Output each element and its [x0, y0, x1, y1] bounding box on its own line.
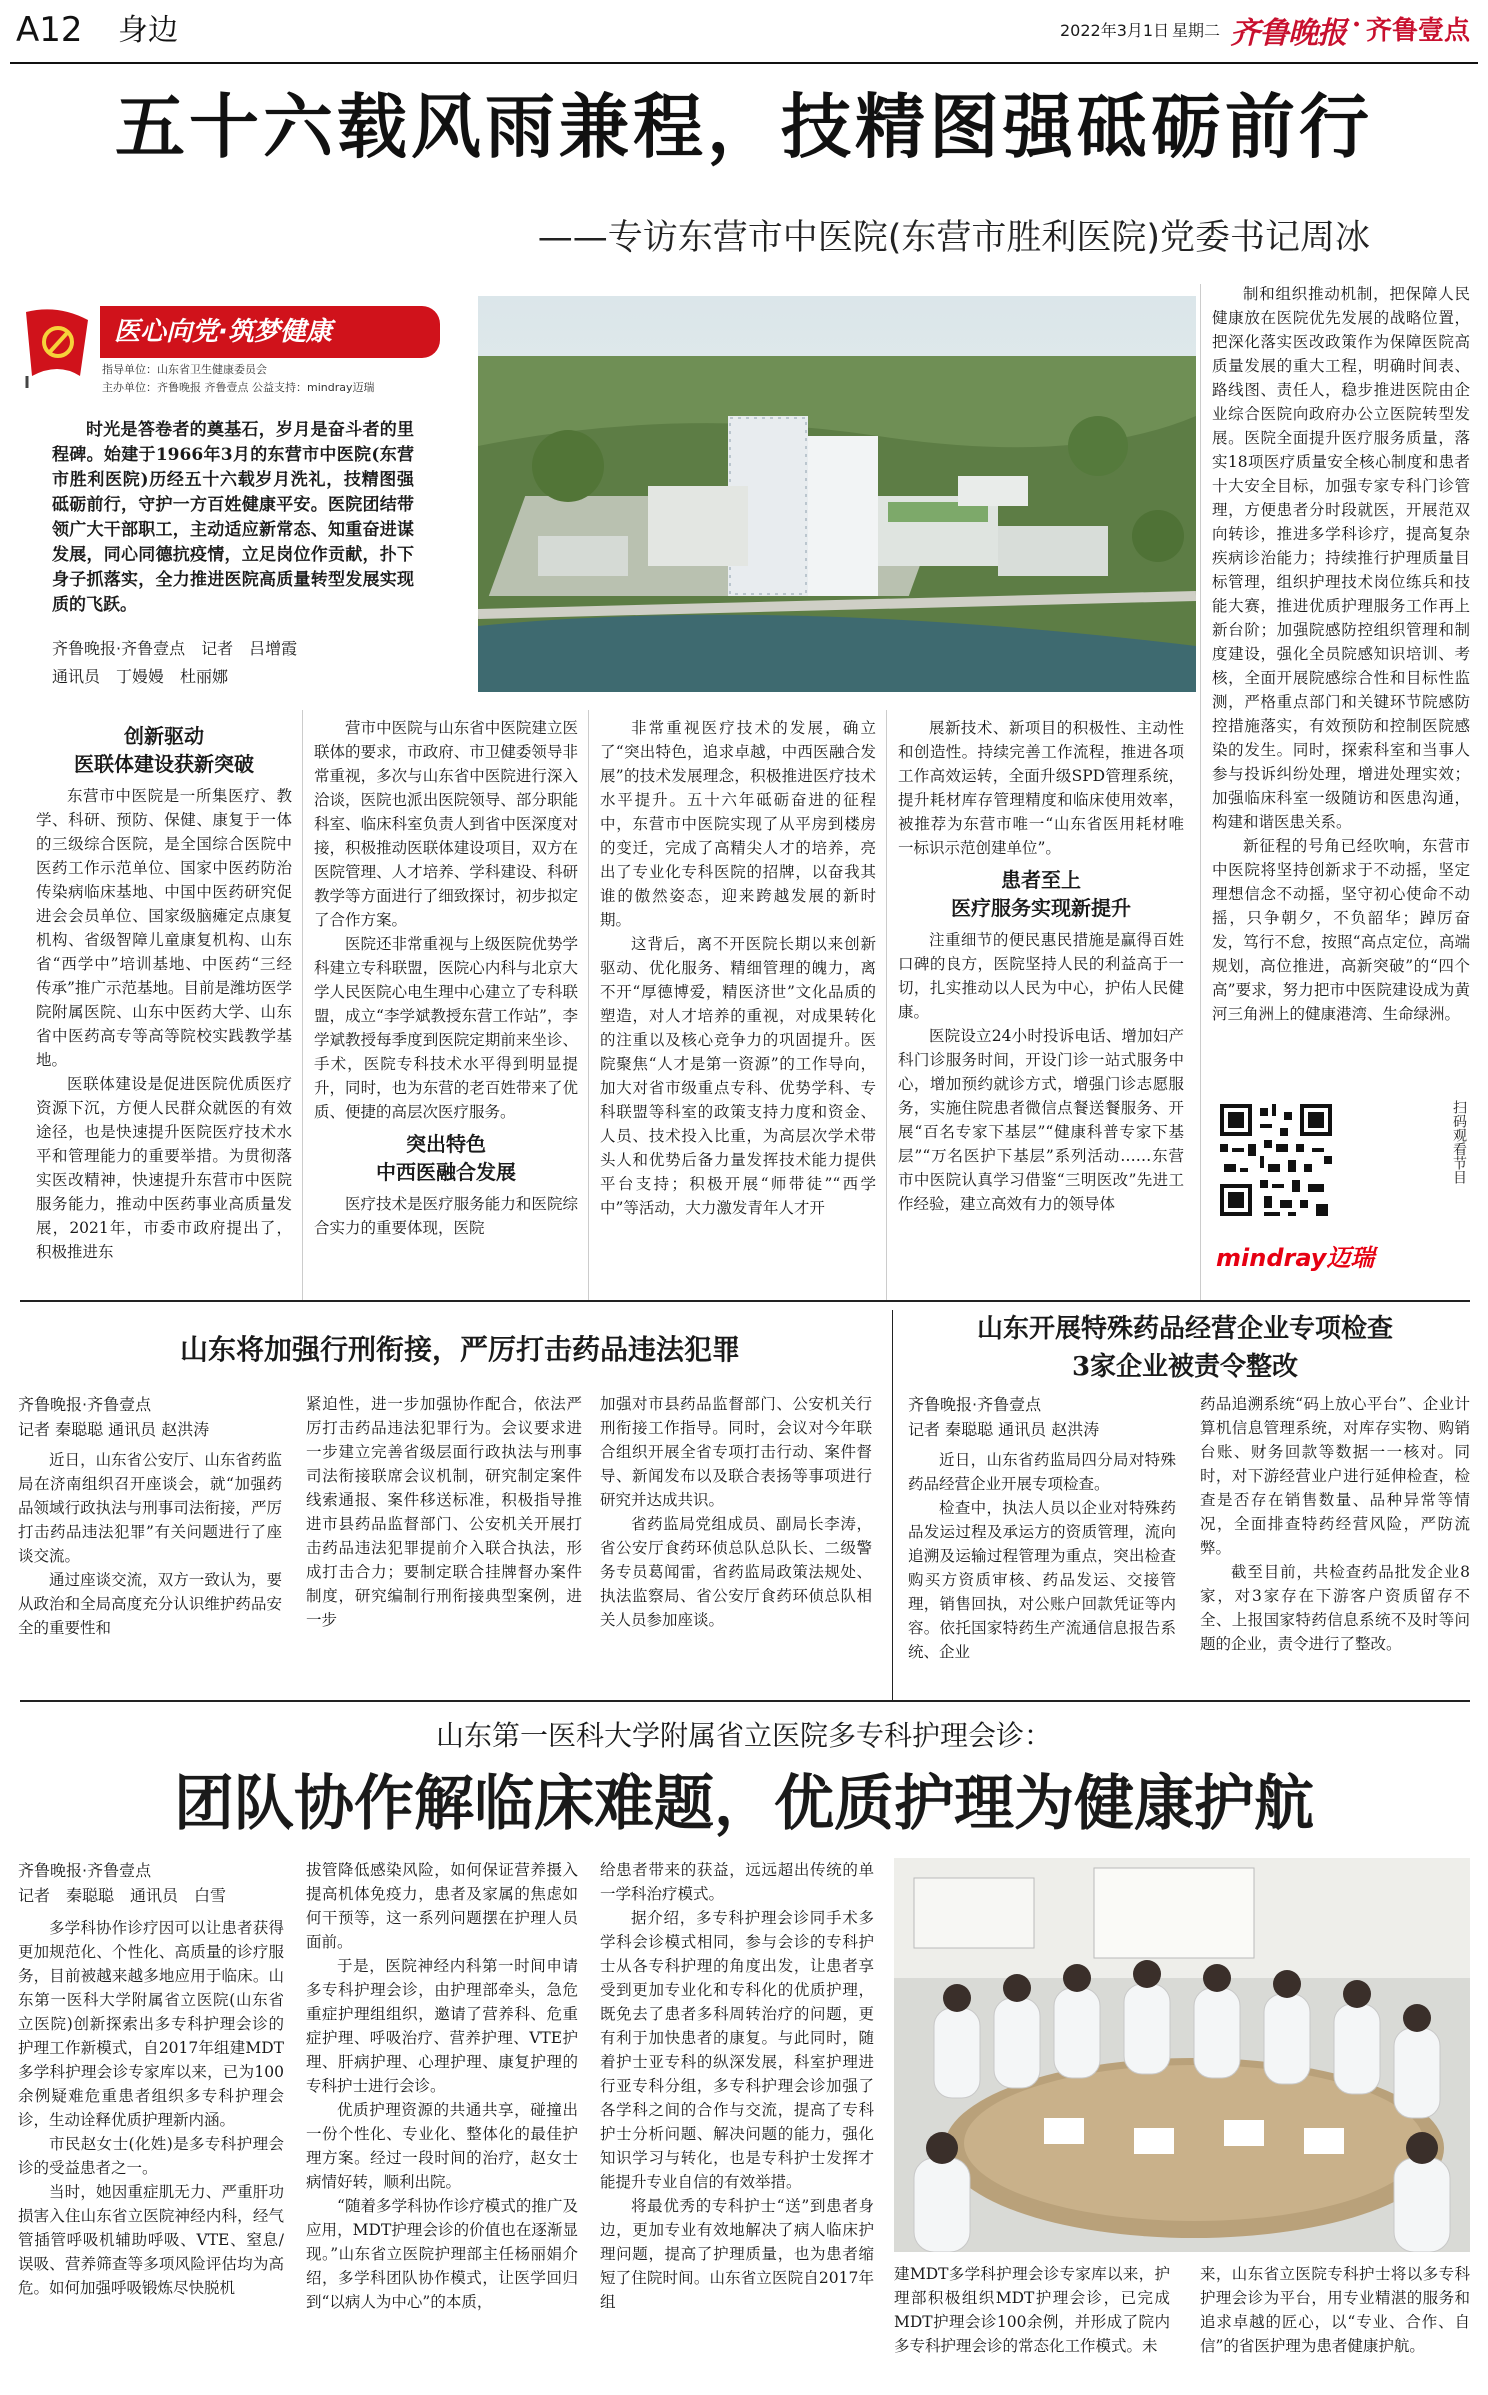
issue-date: 2022年3月1日 [1060, 21, 1170, 40]
mindray-logo: mindray迈瑞 [1216, 1244, 1375, 1272]
a1-divider4 [1200, 284, 1201, 1300]
article4-col3 [600, 1858, 874, 2386]
article1-byline2: 通讯员 丁嫚嫚 杜丽娜 [52, 667, 229, 686]
article2-col3-p1: 加强对市县药品监督部门、公安机关行刑衔接工作指导。同时，会议对今年联合组织开展全省专项打击行动、案件督导、新闻发布以及联合表扬等事项进行研究并达成共识。 [600, 1395, 872, 1509]
brand-separator: · [1352, 10, 1362, 40]
article2-title: 山东将加强行刑衔接，严厉打击药品违法犯罪 [179, 1333, 740, 1366]
article4-col5-p1: 来，山东省立医院专科护士将以多专科护理会诊为平台，用专业精湛的服务和追求卓越的匠心，以“专业、合作、自信”的省医护理为患者健康护航。 [1200, 2265, 1470, 2355]
article4-col3-p2: 据介绍，多专科护理会诊同手术多学科会诊模式相同，参与会诊的专科护士从各专科护理的角度出发，让患者享受到更加专业化和专科化的优质护理，既免去了患者多科周转治疗的问题，更有利于加快患者的康复。与此同时，随着护士亚专科的纵深发展，科室护理进行亚专科分组，多专科护理会诊加强了各学科之间的合作与交流，提高了专科护士分析问题、解决问题的能力，强化知识学习与转化，也是专科护士发挥才能提升专业自信的有效举措。 [600, 1909, 874, 2191]
article3-col1 [908, 1448, 1176, 1688]
party-emblem-icon [22, 302, 96, 388]
article4-col2 [306, 1858, 578, 2386]
article4-byline2: 记者 秦聪聪 通讯员 白雪 [18, 1886, 227, 1905]
article4-col2-p2: 于是，医院神经内科第一时间申请多专科护理会诊，由护理部牵头，急危重症护理组组织，邀请了营养科、危重症护理、呼吸治疗、营养护理、VTE护理、肝病护理、心理护理、康复护理的专科护士进行会诊。 [306, 1957, 578, 2095]
article2-byline1: 齐鲁晚报·齐鲁壹点 [18, 1395, 152, 1414]
qr-caption: 扫码观看节目 [1451, 1100, 1467, 1184]
article4-kicker: 山东第一医科大学附属省立医院多专科护理会诊： [435, 1719, 1052, 1752]
header-rule [10, 62, 1478, 64]
article1-col5-p1: 制和组织推动机制，把保障人民健康放在医院优先发展的战略位置，把深化落实医改政策作为保障医院高质量发展的重大工程，明确时间表、路线图、责任人，稳步推进医院由企业综合医院向政府办公立医院转型发展。医院全面提升医疗服务质量，落实18项医疗质量安全核心制度和患者十大安全目标，加强专家专科门诊管理，方便患者分时段就医，开展范双向转诊，推进多学科诊疗，提高复杂疾病诊治能力；持续推行护理质量目标管理，组织护理技术岗位练兵和技能大赛，推进优质护理服务工作再上新台阶；加强院感防控组织管理和制度建设，强化全员院感知识培训、考核，全面开展院感综合性和目标性监测，严格重点部门和关键环节院感防控措施落实，有效预防和控制医院感染的发生。同时，探索科室和当事人参与投诉纠纷处理，增进处理实效；加强临床科室一级随访和医患沟通，构建和谐医患关系。 [1212, 285, 1470, 831]
qr-code[interactable] [1216, 1100, 1336, 1220]
article2-col1 [18, 1448, 282, 1688]
article2-col2-p1: 紧迫性，进一步加强协作配合，依法严厉打击药品违法犯罪行为。会议要求进一步建立完善省级层面行政执法与刑事司法衔接联席会议机制，研究制定案件线索通报、案件移送标准，积极指导推进市县药品监督部门、公安机关开展打击药品违法犯罪提前介入联合执法，形成打击合力；要制定联合挂牌督办案件制度，研究编制行刑衔接典型案例，进一步 [306, 1395, 582, 1629]
article4-col1-p3: 当时，她因重症肌无力、严重肝功损害入住山东省立医院神经内科，经气管插管呼吸机辅助呼吸、VTE、窒息/误吸、营养筛查等多项风险评估均为高危。如何加强呼吸锻炼尽快脱机 [18, 2183, 284, 2297]
section-name: 身边 [118, 13, 178, 48]
a1-divider1 [302, 710, 303, 1300]
article1-col2-p1: 营市中医院与山东省中医院建立医联体的要求，市政府、市卫健委领导非常重视，多次与山东省中医院进行深入洽谈，医院也派出医院领导、部分职能科室、临床科室负责人到省中医深度对接，积极推动医联体建设项目，双方在医院管理、人才培养、学科建设、科研教学等方面进行了细致探讨，初步拟定了合作方案。 [314, 719, 578, 929]
article4-col4-p1: 建MDT多学科护理会诊专家库以来，护理部积极组织MDT护理会诊，已完成MDT护理会诊100余例，并形成了院内多专科护理会诊的常态化工作模式。未 [894, 2265, 1170, 2355]
article3-col1-p2: 检查中，执法人员以企业对特殊药品发运过程及承运方的资质管理，流向追溯及运输过程管理为重点，突出检查购买方资质审核、药品发运、交接管理，销售回执，对公账户回款凭证等内容。依托国家特药生产流通信息报告系统、企业 [908, 1499, 1176, 1661]
qr-code-icon [1216, 1100, 1336, 1220]
article1-col1-p1: 东营市中医院是一所集医疗、教学、科研、预防、保健、康复于一体的三级综合医院，是全国综合医院中医药工作示范单位、国家中医药防治传染病临床基地、中国中医药研究促进会会员单位、国家级脑瘫定点康复机构、省级智障儿童康复机构、山东省“西学中”培训基地、中医药“三经传承”推广示范基地。目前是潍坊医学院附属医院、山东中医药大学、山东省中医药高专等高等院校实践教学基地。 [36, 787, 292, 1069]
article4-col2-p4: “随着多学科协作诊疗模式的推广及应用，MDT护理会诊的价值也在逐渐显现。”山东省立医院护理部主任杨丽娟介绍，多学科团队协作模式，让医学回归到“以病人为中心”的本质， [306, 2197, 578, 2311]
article1-col3 [600, 716, 876, 1306]
section-rule-2 [20, 1700, 1470, 1702]
article1-col4-p1: 展新技术、新项目的积极性、主动性和创造性。持续完善工作流程，推进各项工作高效运转，全面升级SPD管理系统，提升耗材库存管理精度和临床使用效率，被推荐为东营市唯一“山东省医用耗材唯一标识示范创建单位”。 [898, 719, 1184, 857]
hospital-aerial-illustration [478, 296, 1196, 692]
section-rule-1 [20, 1300, 1470, 1302]
banner-title: 医心向党·筑梦健康 [114, 317, 332, 347]
article3-col1-p1: 近日，山东省药监局四分局对特殊药品经营企业开展专项检查。 [908, 1451, 1176, 1493]
article4-col5 [1200, 2262, 1470, 2386]
issue-weekday: 星期二 [1172, 21, 1221, 40]
article4-col1 [18, 1916, 284, 2386]
article1-byline1: 齐鲁晚报·齐鲁壹点 记者 吕增霞 [52, 639, 298, 658]
article4-byline1: 齐鲁晚报·齐鲁壹点 [18, 1861, 152, 1880]
article4-col2-p1: 拔管降低感染风险，如何保证营养摄入提高机体免疫力，患者及家属的焦虑如何干预等，这一系列问题摆在护理人员面前。 [306, 1861, 578, 1951]
article1-col2 [314, 716, 578, 1306]
article4-col1-p1: 多学科协作诊疗因可以让患者获得更加规范化、个性化、高质量的诊疗服务，目前被越来越多地应用于临床。山东第一医科大学附属省立医院(山东省立医院)创新探索出多专科护理会诊的护理工作新模式，自2017年组建MDT多学科护理会诊专家库以来，已为100余例疑难危重患者组织多专科护理会诊，生动诠释优质护理新内涵。 [18, 1919, 284, 2129]
nursing-consultation-photo [894, 1858, 1470, 2252]
banner-line2: 主办单位：齐鲁晚报 齐鲁壹点 公益支持：mindray迈瑞 [102, 381, 375, 394]
article1-col4 [898, 716, 1184, 1306]
brand-name: 齐鲁晚报 [1230, 16, 1346, 51]
article2-col2 [306, 1392, 582, 1688]
article4-title: 团队协作解临床难题，优质护理为健康护航 [174, 1769, 1314, 1839]
article3-col2 [1200, 1392, 1470, 1688]
hospital-aerial-photo [478, 296, 1196, 692]
article3-col2-p1: 药品追溯系统“码上放心平台”、企业计算机信息管理系统，对库存实物、购销台账、财务回款等数据一一核对。同时，对下游经营业户进行延伸检查，检查是否存在销售数量、品种异常等情况，全面排查特药经营风险，严防流弊。 [1200, 1395, 1470, 1557]
consultation-illustration [894, 1858, 1470, 2252]
article1-col3-p1: 非常重视医疗技术的发展，确立了“突出特色，追求卓越，中西医融合发展”的技术发展理念，积极推进医疗技术水平提升。五十六年砥砺奋进的征程中，东营市中医院实现了从平房到楼房的变迁，完成了高精尖人才的培养，亮出了专业化专科医院的招牌，以奋我其谁的傲然姿态，迎来跨越发展的新时期。 [600, 719, 876, 929]
article3-byline1: 齐鲁晚报·齐鲁壹点 [908, 1395, 1042, 1414]
article1-col3-p2: 这背后，离不开医院长期以来创新驱动、优化服务、精细管理的魄力，离不开“厚德博爱，精医济世”文化品质的塑造，对人才培养的重视，对成果转化的注重以及核心竞争力的巩固提升。医院聚焦“人才是第一资源”的工作导向，加大对省市级重点专科、优势学科、专科联盟等科室的政策支持力度和资金、人员、技术投入比重，为高层次学术带头人和优势后备力量发挥技术能力提供平台支持；积极开展“师带徒”“西学中”等活动，大力激发青年人才开 [600, 935, 876, 1217]
article1-col4-p3: 医院设立24小时投诉电话、增加妇产科门诊服务时间，开设门诊一站式服务中心，增加预约就诊方式，增强门诊志愿服务，实施住院患者微信点餐送餐服务、开展“百名专家下基层”“健康科普专家下基层”“万名医护下基层”系列活动……东营市中医院认真学习借鉴“三明医改”先进工作经验，建立高效有力的领导体 [898, 1027, 1184, 1213]
article1-title: 五十六载风雨兼程，技精图强砥砺前行 [115, 85, 1373, 168]
a2-a3-divider [892, 1310, 893, 1700]
a1-divider3 [886, 710, 887, 1300]
article3-col2-p2: 截至目前，共检查药品批发企业8家，对3家存在下游客户资质留存不全、上报国家特药信息系统不及时等问题的企业，责令进行了整改。 [1200, 1563, 1470, 1653]
page-number: A12 [16, 10, 83, 50]
article3-title: 山东开展特殊药品经营企业专项检查 3家企业被责令整改 [976, 1314, 1393, 1382]
article1-subhead3: 患者至上 医疗服务实现新提升 [951, 868, 1131, 920]
article1-lead: 时光是答卷者的奠基石，岁月是奋斗者的里程碑。始建于1966年3月的东营市中医院(东营市胜利医院)历经五十六载岁月洗礼，技精图强砥砺前行，守护一方百姓健康平安。医院团结带领广大干部职工，主动适应新常态、知重奋进谋发展，同心同德抗疫情，立足岗位作贡献，扑下身子抓落实，全力推进医院高质量转型发展实现质的飞跃。 [52, 420, 414, 615]
article1-col4-p2: 注重细节的便民惠民措施是赢得百姓口碑的良方，医院坚持人民的利益高于一切，扎实推动以人民为中心，护佑人民健康。 [898, 931, 1184, 1021]
article2-byline2: 记者 秦聪聪 通讯员 赵洪涛 [18, 1420, 210, 1439]
article1-subhead1: 创新驱动 医联体建设获新突破 [74, 724, 254, 776]
article3-byline2: 记者 秦聪聪 通讯员 赵洪涛 [908, 1420, 1100, 1439]
article1-subhead2: 突出特色 中西医融合发展 [376, 1132, 516, 1184]
article4-col3-p3: 将最优秀的专科护士“送”到患者身边，更加专业有效地解决了病人临床护理问题，提高了护理质量，也为患者缩短了住院时间。山东省立医院自2017年组 [600, 2197, 874, 2311]
column-banner [22, 298, 442, 402]
article2-col1-p2: 通过座谈交流，双方一致认为，要从政治和全局高度充分认识维护药品安全的重要性和 [18, 1571, 282, 1637]
article1-col1 [36, 716, 292, 1306]
article4-col2-p3: 优质护理资源的共通共享，碰撞出一份个性化、专业化、整体化的最佳护理方案。经过一段时间的治疗，赵女士病情好转，顺利出院。 [306, 2101, 578, 2191]
article1-col1-p2: 医联体建设是促进医院优质医疗资源下沉，方便人民群众就医的有效途径，也是快速提升医院医疗技术水平和管理能力的重要举措。为贯彻落实医改精神，快速提升东营市中医院服务能力，推动中医药事业高质量发展，2021年，市委市政府提出了，积极推进东 [36, 1075, 292, 1261]
article4-col4 [894, 2262, 1170, 2386]
brand-app: 齐鲁壹点 [1366, 16, 1471, 46]
article2-col3 [600, 1392, 872, 1688]
banner-line1: 指导单位：山东省卫生健康委员会 [102, 363, 267, 376]
article1-col5-p2: 新征程的号角已经吹响，东营市中医院将坚持创新求于不动摇，坚定理想信念不动摇，坚守初心使命不动摇，只争朝夕，不负韶华；踔厉奋发，笃行不怠，按照“高点定位，高端规划，高位推进，高新突破”的“四个高”要求，努力把市中医院建设成为黄河三角洲上的健康港湾、生命绿洲。 [1212, 837, 1470, 1023]
page-header [0, 0, 1488, 60]
article2-col1-p1: 近日，山东省公安厅、山东省药监局在济南组织召开座谈会，就“加强药品领域行政执法与刑事司法衔接，严厉打击药品违法犯罪”有关问题进行了座谈交流。 [18, 1451, 282, 1565]
article4-col3-p1: 给患者带来的获益，远远超出传统的单一学科治疗模式。 [600, 1861, 874, 1903]
article4-col1-p2: 市民赵女士(化姓)是多专科护理会诊的受益患者之一。 [18, 2135, 284, 2177]
article1-subtitle: ——专访东营市中医院(东营市胜利医院)党委书记周冰 [537, 218, 1370, 258]
article1-col2-p3: 医疗技术是医疗服务能力和医院综合实力的重要体现，医院 [314, 1195, 578, 1237]
article1-col5 [1212, 282, 1470, 1082]
article2-col3-p2: 省药监局党组成员、副局长李涛，省公安厅食药环侦总队总队长、二级警务专员葛闻雷，省药监局政策法规处、执法监察局、省公安厅食药环侦总队相关人员参加座谈。 [600, 1515, 872, 1629]
a1-divider2 [588, 710, 589, 1300]
article1-col2-p2: 医院还非常重视与上级医院优势学科建立专科联盟，医院心内科与北京大学人民医院心电生理中心建立了专科联盟，成立“李学斌教授东营工作站”，李学斌教授每季度到医院定期前来坐诊、手术，医院专科技术水平得到明显提升，同时，也为东营的老百姓带来了优质、便捷的高层次医疗服务。 [314, 935, 578, 1121]
